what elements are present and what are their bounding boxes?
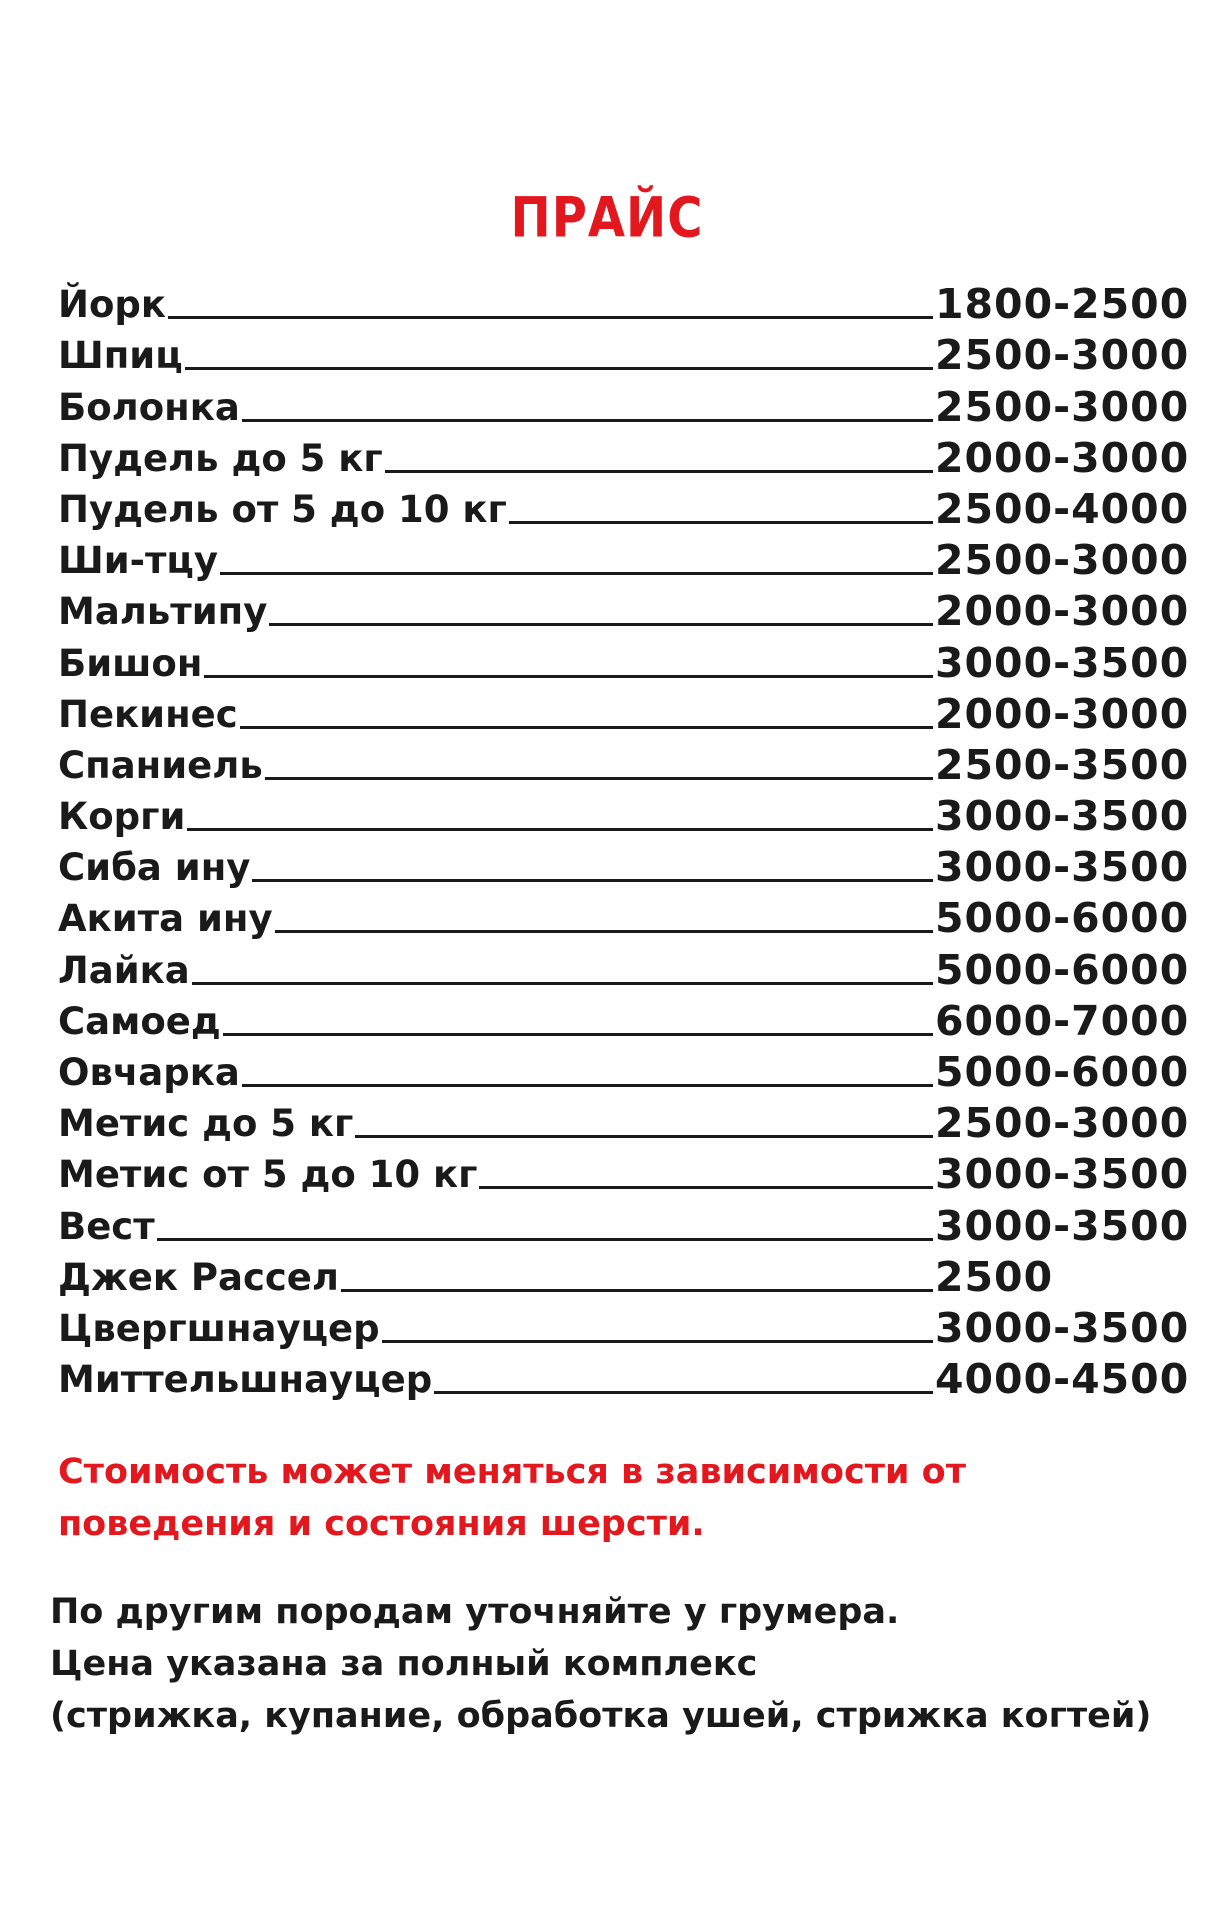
breed-price: 2000-3000 xyxy=(935,433,1190,482)
price-row xyxy=(58,993,1190,1045)
price-row xyxy=(58,583,1190,636)
price-row xyxy=(58,686,1190,738)
breed-price: 2500-3000 xyxy=(935,331,1190,380)
breed-name: Джек Рассел xyxy=(58,1255,340,1299)
info-line-1: По другим породам уточняйте у грумера. xyxy=(50,1592,900,1632)
breed-name: Самоед xyxy=(58,999,221,1043)
breed-name: Лайка xyxy=(58,948,190,992)
breed-name: Корги xyxy=(58,795,186,839)
leader-line xyxy=(187,827,933,831)
price-row xyxy=(58,378,1190,431)
breed-price: 2500-4000 xyxy=(935,484,1190,533)
breed-price: 6000-7000 xyxy=(935,996,1190,1045)
price-note xyxy=(58,1446,1168,1550)
leader-line xyxy=(434,1390,933,1394)
price-row xyxy=(58,788,1190,841)
breed-name: Пекинес xyxy=(58,692,238,736)
breed-price: 4000-4500 xyxy=(935,1355,1190,1404)
breed-price: 3000-3500 xyxy=(935,1150,1190,1199)
leader-line xyxy=(185,366,933,370)
leader-line xyxy=(275,929,933,933)
breed-price: 2500-3000 xyxy=(935,382,1190,431)
breed-name: Пудель до 5 кг xyxy=(58,436,383,480)
leader-line xyxy=(252,878,933,882)
leader-line xyxy=(157,1237,933,1241)
leader-line xyxy=(242,1083,933,1087)
price-row xyxy=(58,941,1190,994)
leader-line xyxy=(341,1288,933,1292)
breed-price: 2000-3000 xyxy=(935,689,1190,738)
leader-line xyxy=(382,1339,933,1343)
breed-price: 2500-3000 xyxy=(935,1099,1190,1148)
breed-price: 3000-3500 xyxy=(935,1303,1190,1352)
leader-line xyxy=(509,520,933,524)
leader-line xyxy=(204,674,933,678)
breed-name: Цвергшнауцер xyxy=(58,1306,380,1350)
breed-name: Метис от 5 до 10 кг xyxy=(58,1153,478,1197)
price-row xyxy=(58,1146,1190,1199)
breed-name: Пудель от 5 до 10 кг xyxy=(58,487,507,531)
info-line-2: Цена указана за полный комплекс xyxy=(50,1644,758,1684)
price-row xyxy=(58,1351,1190,1404)
price-row xyxy=(58,1249,1170,1300)
info-line-3: (стрижка, купание, обработка ушей, стрижка когтей) xyxy=(50,1696,1152,1736)
price-row xyxy=(58,1197,1190,1250)
price-row xyxy=(58,430,1190,482)
price-row xyxy=(58,839,1190,892)
price-row xyxy=(58,276,1190,329)
breed-name: Овчарка xyxy=(58,1051,240,1094)
breed-name: Бишон xyxy=(58,641,203,685)
breed-name: Сиба ину xyxy=(58,846,251,890)
price-row xyxy=(58,634,1190,687)
breed-name: Мальтипу xyxy=(58,590,268,634)
breed-name: Йорк xyxy=(58,283,166,327)
price-row xyxy=(58,481,1190,533)
breed-name: Вест xyxy=(58,1204,155,1248)
leader-line xyxy=(220,571,933,575)
breed-name: Спаниель xyxy=(58,743,263,787)
breed-price: 2500 xyxy=(935,1252,1054,1301)
breed-price: 3000-3500 xyxy=(935,638,1190,687)
price-row xyxy=(58,1044,1190,1096)
leader-line xyxy=(192,981,933,985)
breed-price: 1800-2500 xyxy=(935,280,1190,329)
breed-price: 5000-6000 xyxy=(935,894,1190,943)
price-row xyxy=(58,1300,1190,1352)
price-row xyxy=(58,1095,1190,1148)
info-block xyxy=(50,1586,1180,1742)
breed-name: Метис до 5 кг xyxy=(58,1102,354,1146)
page-title: ПРАЙС xyxy=(510,185,704,251)
breed-name: Шпиц xyxy=(58,334,183,378)
breed-price: 2500-3000 xyxy=(935,536,1190,585)
breed-price: 2000-3000 xyxy=(935,587,1190,636)
price-row xyxy=(58,532,1190,585)
price-row xyxy=(58,327,1190,380)
breed-name: Акита ину xyxy=(58,897,273,941)
note-line-1: Стоимость может меняться в зависимости от xyxy=(58,1452,967,1492)
leader-line xyxy=(355,1134,933,1138)
breed-name: Ши-тцу xyxy=(58,539,218,583)
leader-line xyxy=(385,469,933,473)
price-list xyxy=(58,276,1190,1404)
leader-line xyxy=(240,725,933,729)
price-row xyxy=(58,890,1190,943)
breed-price: 2500-3500 xyxy=(935,740,1190,789)
breed-name: Миттельшнауцер xyxy=(58,1358,433,1402)
breed-name: Болонка xyxy=(58,385,240,429)
leader-line xyxy=(269,622,933,626)
note-line-2: поведения и состояния шерсти. xyxy=(58,1504,705,1544)
leader-line xyxy=(265,776,933,780)
leader-line xyxy=(168,315,933,319)
breed-price: 3000-3500 xyxy=(935,1201,1190,1250)
breed-price: 5000-6000 xyxy=(935,945,1190,994)
leader-line xyxy=(479,1185,933,1189)
leader-line xyxy=(223,1032,933,1036)
leader-line xyxy=(242,418,933,422)
breed-price: 3000-3500 xyxy=(935,792,1190,841)
breed-price: 3000-3500 xyxy=(935,843,1190,892)
price-row xyxy=(58,737,1190,789)
breed-price: 5000-6000 xyxy=(935,1048,1190,1096)
